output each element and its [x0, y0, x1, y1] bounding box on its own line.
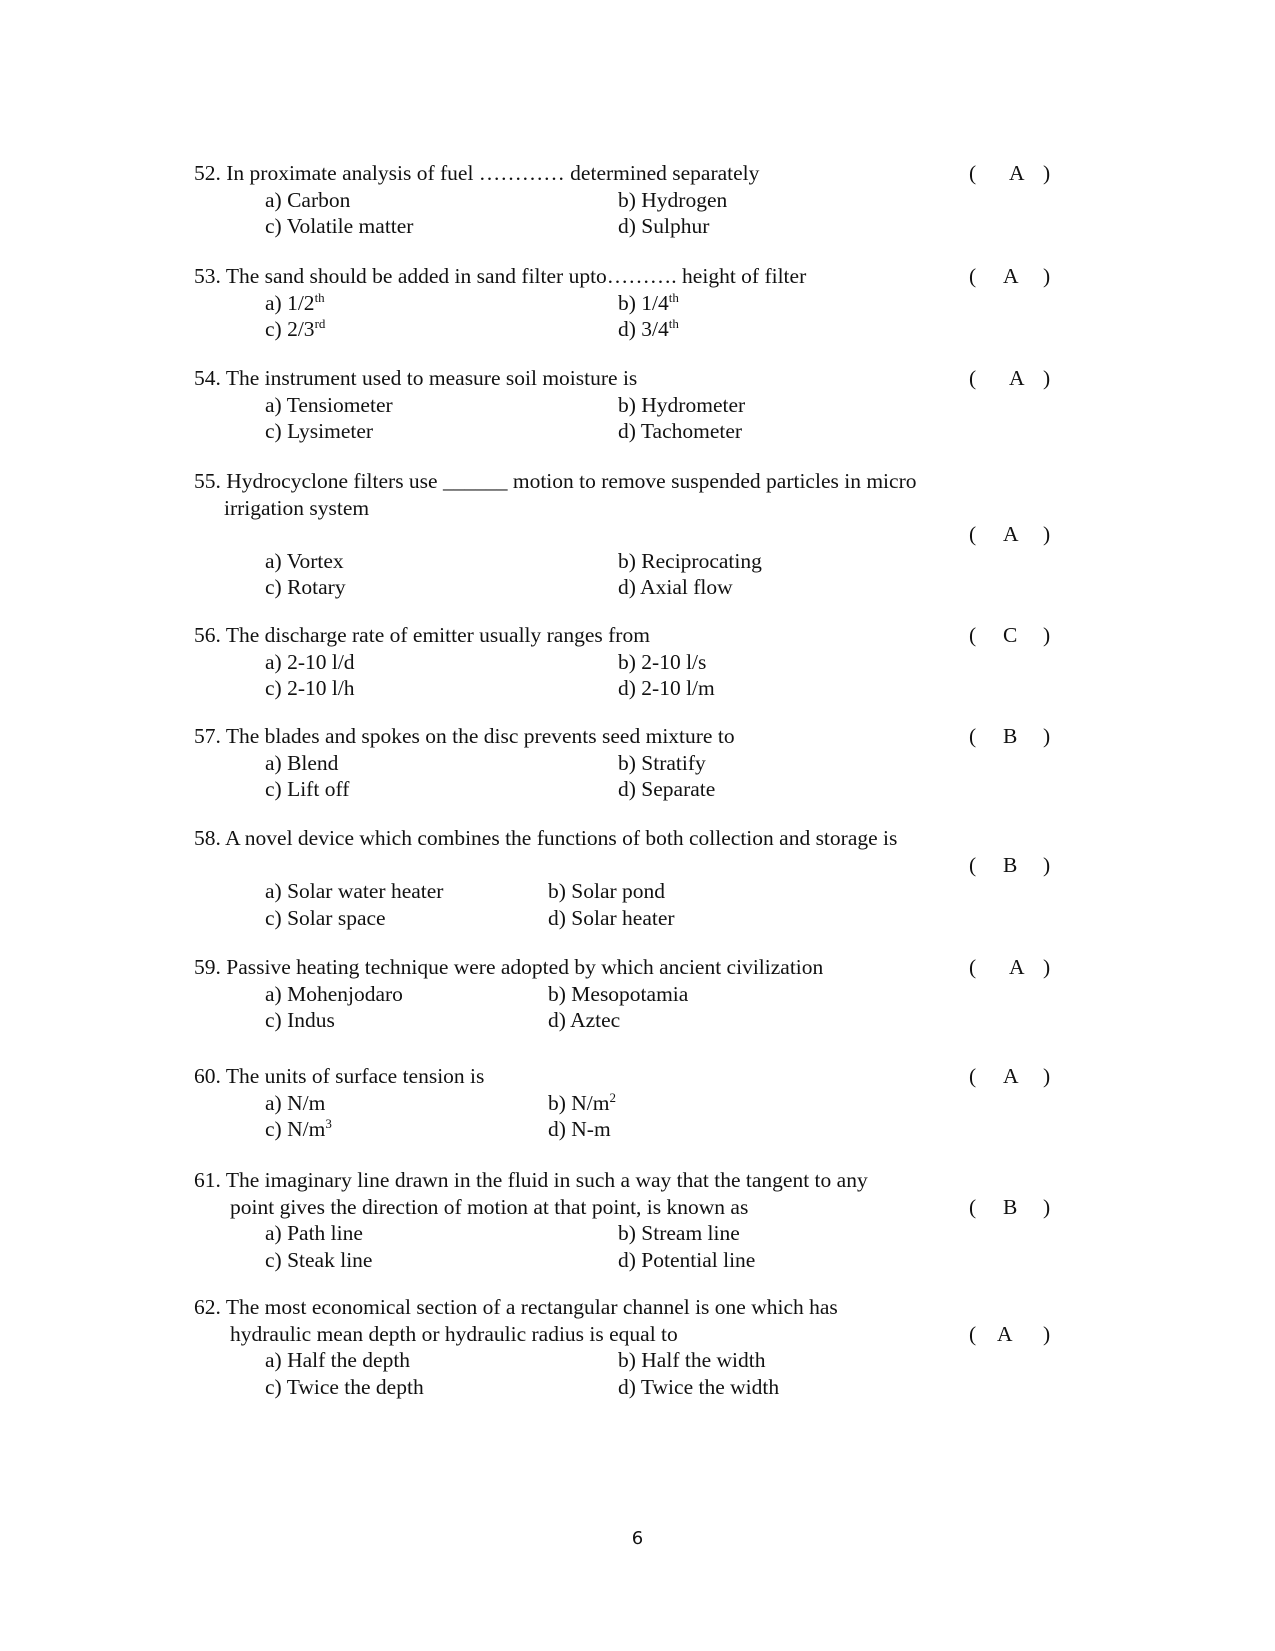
option-c: c) Rotary	[265, 575, 346, 599]
option-d: d) 3/4th	[618, 316, 679, 341]
option-c: c) Indus	[265, 1008, 335, 1032]
option-d: d) Aztec	[548, 1008, 621, 1032]
question-stem: 53. The sand should be added in sand filter upto………. height of filter	[194, 264, 807, 288]
option-a: a) Vortex	[265, 548, 344, 573]
question-stem-continued: point gives the direction of motion at that point, is known as	[230, 1194, 749, 1219]
question-stem-continued: hydraulic mean depth or hydraulic radius is equal to	[230, 1321, 678, 1346]
option-a: a) Blend	[265, 750, 339, 775]
options	[194, 1347, 1064, 1400]
option-c: c) Lift off	[265, 777, 350, 801]
option-d: d) Axial flow	[618, 575, 733, 599]
option-a: a) Solar water heater	[265, 879, 444, 903]
question-stem: 60. The units of surface tension is	[194, 1064, 485, 1088]
answer-letter: B	[1003, 852, 1018, 877]
option-b: b) Hydrometer	[618, 392, 746, 417]
answer-letter: A	[1009, 955, 1025, 979]
question-stem: 54. The instrument used to measure soil moisture is	[194, 366, 638, 390]
option-a: a) Path line	[265, 1221, 363, 1245]
answer-letter: A	[1003, 522, 1019, 546]
option-a: a) 2-10 l/d	[265, 649, 355, 674]
options	[194, 649, 1064, 702]
option-d: d) Tachometer	[618, 419, 743, 443]
options	[194, 1220, 1064, 1273]
option-d: d) Twice the width	[618, 1374, 780, 1399]
question-52: 52. In proximate analysis of fuel ………… determined separately ( A ) a) Carbon b) Hydrogen c) Volatile matter d) Sulphur	[194, 160, 1064, 240]
option-c: c) 2/3rd	[265, 316, 326, 341]
option-d: d) 2-10 l/m	[618, 676, 715, 700]
option-d: d) Separate	[618, 777, 716, 801]
options	[194, 392, 1064, 445]
option-b: b) Reciprocating	[618, 548, 762, 573]
options	[194, 878, 1064, 931]
question-61: 61. The imaginary line drawn in the fluid in such a way that the tangent to any point gives the direction of motion at that point, is known as ( B ) a) Path line b) Stream line c) Steak line d) Potential line	[194, 1167, 1064, 1273]
question-stem: 56. The discharge rate of emitter usually ranges from	[194, 623, 650, 647]
option-c: c) 2-10 l/h	[265, 676, 355, 700]
answer-letter: C	[1003, 623, 1018, 647]
option-a: a) Mohenjodaro	[265, 981, 403, 1006]
question-54: 54. The instrument used to measure soil moisture is ( A ) a) Tensiometer b) Hydrometer c) Lysimeter d) Tachometer	[194, 365, 1064, 445]
answer-letter: A	[1009, 366, 1025, 390]
answer-letter: A	[997, 1321, 1013, 1346]
answer-letter: B	[1003, 724, 1018, 748]
question-stem: 59. Passive heating technique were adopted by which ancient civilization	[194, 955, 824, 979]
option-b: b) 2-10 l/s	[618, 649, 707, 674]
question-58: 58. A novel device which combines the functions of both collection and storage is ( B ) a) Solar water heater b) Solar pond c) Solar space d) Solar heater	[194, 825, 1064, 931]
option-a: a) 1/2th	[265, 289, 325, 315]
option-c: c) Steak line	[265, 1247, 373, 1272]
question-stem: 58. A novel device which combines the functions of both collection and storage is	[194, 826, 898, 850]
page-number: 6	[631, 1528, 644, 1549]
option-b: b) 1/4th	[618, 289, 679, 315]
question-57: 57. The blades and spokes on the disc prevents seed mixture to ( B ) a) Blend b) Stratify c) Lift off d) Separate	[194, 723, 1064, 803]
option-b: b) Half the width	[618, 1348, 766, 1372]
option-b: b) $N/m^2$	[548, 1089, 617, 1115]
question-62: 62. The most economical section of a rectangular channel is one which has hydraulic mean depth or hydraulic radius is equal to ( A ) a) Half the depth b) Half the width c) Twice the depth d) Twice the width	[194, 1294, 1064, 1400]
option-a: a) Carbon	[265, 187, 351, 212]
option-d: d) N-m	[548, 1117, 611, 1141]
options	[194, 750, 1064, 803]
option-a: a) N/m	[265, 1090, 326, 1115]
question-53: 53. The sand should be added in sand filter upto………. height of filter ( A ) a) 1/2th b) 1/4th c) 2/3rd d) 3/4th	[194, 263, 1064, 343]
question-stem: 57. The blades and spokes on the disc prevents seed mixture to	[194, 724, 735, 748]
options	[194, 290, 1064, 343]
option-c: c) Lysimeter	[265, 419, 374, 443]
options	[194, 548, 1064, 601]
option-d: d) Sulphur	[618, 214, 710, 238]
question-59: 59. Passive heating technique were adopted by which ancient civilization ( A ) a) Mohenjodaro b) Mesopotamia c) Indus d) Aztec	[194, 954, 1064, 1034]
answer-letter: A	[1009, 161, 1025, 185]
options	[194, 187, 1064, 240]
option-d: d) Solar heater	[548, 905, 675, 930]
question-60: 60. The units of surface tension is ( A ) a) N/m b) $N/m^2$ c) $N/m^3$ d) N-m	[194, 1063, 1064, 1143]
question-56: 56. The discharge rate of emitter usually ranges from ( C ) a) 2-10 l/d b) 2-10 l/s c) 2-10 l/h d) 2-10 l/m	[194, 622, 1064, 702]
option-c: c) $N/m^3$	[265, 1116, 332, 1141]
question-stem: 55. Hydrocyclone filters use ______ motion to remove suspended particles in micro	[194, 469, 917, 493]
option-b: b) Mesopotamia	[548, 981, 689, 1006]
option-a: a) Half the depth	[265, 1348, 411, 1372]
question-stem: 62. The most economical section of a rectangular channel is one which has	[194, 1295, 838, 1319]
answer-letter: A	[1003, 1064, 1019, 1088]
question-stem: 61. The imaginary line drawn in the fluid in such a way that the tangent to any	[194, 1168, 868, 1192]
question-55: 55. Hydrocyclone filters use ______ motion to remove suspended particles in micro irrigation system ( A ) a) Vortex b) Reciprocating c) Rotary d) Axial flow	[194, 468, 1064, 601]
options	[194, 1090, 1064, 1143]
option-b: b) Solar pond	[548, 879, 666, 903]
question-stem-continued: irrigation system	[224, 495, 370, 520]
answer-letter: B	[1003, 1194, 1018, 1219]
option-c: c) Twice the depth	[265, 1374, 424, 1399]
option-b: b) Stratify	[618, 750, 706, 775]
option-a: a) Tensiometer	[265, 392, 393, 417]
option-d: d) Potential line	[618, 1247, 756, 1272]
options	[194, 981, 1064, 1034]
option-c: c) Volatile matter	[265, 214, 414, 238]
option-b: b) Hydrogen	[618, 187, 728, 212]
option-b: b) Stream line	[618, 1221, 740, 1245]
answer-letter: A	[1003, 264, 1019, 288]
question-stem: 52. In proximate analysis of fuel ………… determined separately	[194, 161, 760, 185]
option-c: c) Solar space	[265, 905, 386, 930]
